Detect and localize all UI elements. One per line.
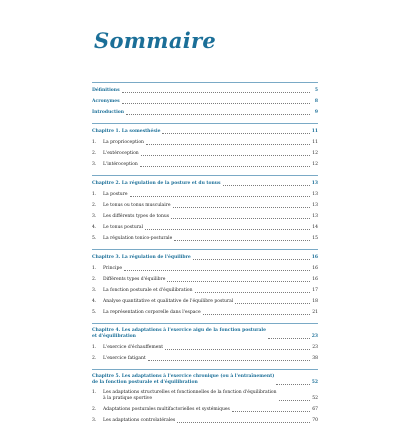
dot-leader	[148, 360, 310, 361]
toc-label: Acronymes	[92, 99, 120, 104]
toc-number: 3.	[92, 418, 97, 423]
dot-leader	[193, 259, 310, 260]
toc-entry[interactable]	[92, 285, 318, 296]
toc-label: Introduction	[92, 110, 125, 115]
toc-page: 14	[312, 225, 318, 230]
toc-page: 13	[311, 181, 318, 186]
toc-page: 52	[312, 396, 318, 401]
chapter-heading[interactable]	[92, 178, 318, 189]
chapter-heading[interactable]	[92, 252, 318, 263]
toc-chapter-1	[92, 123, 318, 170]
dot-leader	[279, 400, 311, 401]
toc-number: 2.	[92, 407, 97, 412]
dot-leader	[276, 384, 309, 385]
toc-entry[interactable]	[92, 353, 318, 364]
toc-page: 9	[314, 110, 318, 115]
toc-page: 16	[312, 266, 318, 271]
toc-number: 2.	[92, 277, 97, 282]
toc-number: 4.	[92, 225, 97, 230]
table-of-contents	[92, 82, 318, 426]
toc-label: La proprioception	[103, 140, 144, 145]
toc-label: L'intéroception	[103, 162, 138, 167]
toc-label: Adaptations posturales multifactorielles et systémiques	[103, 407, 230, 412]
toc-chapter-4	[92, 323, 318, 364]
toc-page: 13	[312, 192, 318, 197]
dot-leader	[223, 185, 310, 186]
dot-leader	[126, 114, 310, 115]
toc-page: 21	[312, 310, 318, 315]
toc-label: La posture	[103, 192, 128, 197]
toc-label: Le tonus ou tonus musculaire	[103, 203, 171, 208]
toc-page: 13	[312, 214, 318, 219]
toc-entry-definitions[interactable]	[92, 85, 318, 96]
toc-entry[interactable]	[92, 415, 318, 426]
toc-entry[interactable]	[92, 307, 318, 318]
toc-entry[interactable]	[92, 159, 318, 170]
toc-entry[interactable]	[92, 388, 318, 404]
dot-leader	[141, 155, 310, 156]
toc-number: 2.	[92, 203, 97, 208]
toc-number: 3.	[92, 162, 97, 167]
chapter-title-line-2: et d'équilibration	[92, 334, 136, 339]
toc-page: 16	[312, 277, 318, 282]
toc-entry[interactable]	[92, 211, 318, 222]
toc-label: L'extéroception	[103, 151, 139, 156]
toc-label: Analyse quantitative et qualitative de l'équilibre postural	[103, 299, 234, 304]
dot-leader	[145, 229, 310, 230]
toc-entry[interactable]	[92, 296, 318, 307]
chapter-title: Chapitre 3. La régulation de l'équilibre	[92, 255, 191, 260]
page-title: Sommaire	[94, 28, 217, 53]
toc-label: Définitions	[92, 88, 120, 93]
toc-entry-acronymes[interactable]	[92, 96, 318, 107]
toc-page: 18	[312, 299, 318, 304]
dot-leader	[173, 207, 311, 208]
toc-page: 23	[311, 334, 318, 339]
toc-page: 52	[311, 380, 318, 385]
toc-page: 15	[312, 236, 318, 241]
toc-entry-introduction[interactable]	[92, 107, 318, 118]
dot-leader	[232, 411, 310, 412]
dot-leader	[146, 144, 310, 145]
toc-number: 1.	[92, 345, 97, 350]
chapter-heading[interactable]	[92, 372, 318, 388]
toc-page: 5	[314, 88, 318, 93]
dot-leader	[124, 270, 310, 271]
toc-label: Le tonus postural	[103, 225, 144, 230]
toc-number: 1.	[92, 390, 97, 395]
toc-entry[interactable]	[92, 200, 318, 211]
toc-label-line-1: Les adaptations structurelles et fonctionnelles de la fonction d'équilibration	[103, 390, 277, 395]
dot-leader	[174, 240, 310, 241]
toc-page: 38	[312, 356, 318, 361]
toc-page: 16	[311, 255, 318, 260]
dot-leader	[171, 218, 310, 219]
toc-page: 8	[314, 99, 318, 104]
toc-entry[interactable]	[92, 263, 318, 274]
dot-leader	[162, 133, 309, 134]
toc-label: Principe	[103, 266, 123, 271]
dot-leader	[167, 281, 310, 282]
toc-page: 70	[312, 418, 318, 423]
toc-entry[interactable]	[92, 342, 318, 353]
toc-entry[interactable]	[92, 222, 318, 233]
toc-number: 1.	[92, 192, 97, 197]
toc-label-line-2: à la pratique sportive	[103, 396, 153, 401]
toc-page: 67	[312, 407, 318, 412]
toc-entry[interactable]	[92, 274, 318, 285]
toc-number: 3.	[92, 214, 97, 219]
toc-chapter-5	[92, 369, 318, 426]
chapter-heading[interactable]	[92, 126, 318, 137]
toc-page: 12	[312, 151, 318, 156]
dot-leader	[235, 303, 310, 304]
toc-front-matter	[92, 82, 318, 118]
toc-number: 5.	[92, 236, 97, 241]
toc-chapter-2	[92, 175, 318, 244]
toc-label: La régulation tonico-posturale	[103, 236, 173, 241]
toc-number: 2.	[92, 356, 97, 361]
toc-label: L'exercice d'échauffement	[103, 345, 164, 350]
chapter-title-line-1: Chapitre 4. Les adaptations à l'exercice aigu de la fonction posturale	[92, 328, 266, 333]
toc-page: 12	[312, 162, 318, 167]
toc-entry[interactable]	[92, 148, 318, 159]
chapter-title-line-1: Chapitre 5. Les adaptations à l'exercice chronique (ou à l'entraînement)	[92, 374, 275, 379]
toc-label: Les adaptations controlatérales	[103, 418, 176, 423]
dot-leader	[122, 103, 310, 104]
toc-chapter-3	[92, 249, 318, 318]
toc-page: 23	[312, 345, 318, 350]
chapter-title: Chapitre 1. La somesthésie	[92, 129, 161, 134]
dot-leader	[203, 314, 310, 315]
toc-label: La représentation corporelle dans l'espace	[103, 310, 201, 315]
toc-entry[interactable]	[92, 137, 318, 148]
toc-page: 11	[312, 140, 318, 145]
toc-page: 17	[312, 288, 318, 293]
toc-page: 13	[312, 203, 318, 208]
dot-leader	[130, 196, 310, 197]
dot-leader	[140, 166, 310, 167]
toc-number: 5.	[92, 310, 97, 315]
chapter-title: Chapitre 2. La régulation de la posture et du tonus	[92, 181, 221, 186]
toc-entry[interactable]	[92, 233, 318, 244]
toc-page: 11	[311, 129, 318, 134]
chapter-heading[interactable]	[92, 326, 318, 342]
toc-label: Les différents types de tonus	[103, 214, 170, 219]
toc-entry[interactable]	[92, 189, 318, 200]
toc-number: 3.	[92, 288, 97, 293]
dot-leader	[268, 338, 310, 339]
toc-number: 2.	[92, 151, 97, 156]
toc-number: 4.	[92, 299, 97, 304]
dot-leader	[177, 422, 310, 423]
toc-label: L'exercice fatigant	[103, 356, 146, 361]
dot-leader	[165, 349, 310, 350]
dot-leader	[195, 292, 310, 293]
toc-number: 1.	[92, 140, 97, 145]
toc-entry[interactable]	[92, 404, 318, 415]
toc-label: La fonction posturale et d'équilibration	[103, 288, 193, 293]
toc-label: Différents types d'équilibre	[103, 277, 166, 282]
dot-leader	[122, 92, 310, 93]
toc-number: 1.	[92, 266, 97, 271]
chapter-title-line-2: de la fonction posturale et d'équilibration	[92, 380, 198, 385]
